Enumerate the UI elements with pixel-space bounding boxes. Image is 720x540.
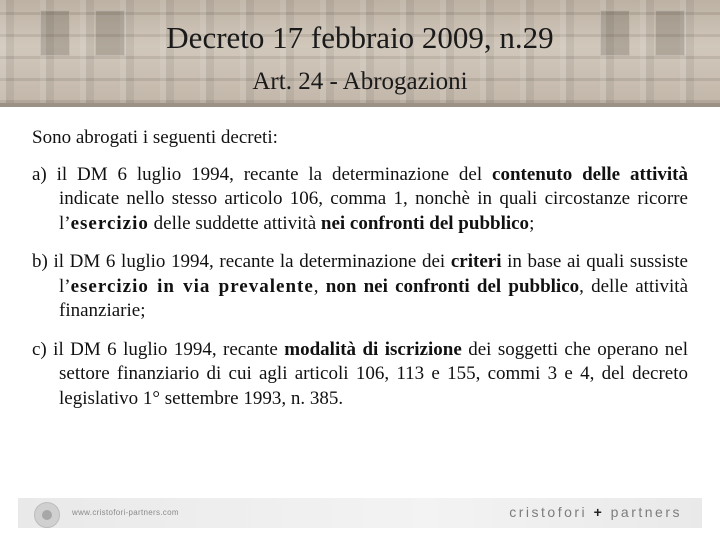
list-item-b	[32, 250, 688, 324]
list-item-c	[32, 338, 688, 412]
bold-text: esercizio	[70, 212, 149, 234]
header-banner	[0, 0, 720, 103]
text: ;	[529, 212, 535, 234]
compass-logo-icon	[34, 502, 60, 528]
text: , delle attività finanziarie;	[59, 275, 688, 321]
text: indicate nello stesso articolo 106, comma 1, nonchè in quali circostanze ricorre l’	[59, 188, 688, 234]
bold-text: contenuto delle attività	[492, 163, 688, 185]
text: c) il DM 6 luglio 1994, recante	[32, 338, 285, 360]
brand-wordmark	[509, 504, 682, 520]
slide-title: Decreto 17 febbraio 2009, n.29	[166, 20, 554, 55]
text: delle suddette attività	[148, 212, 321, 234]
brand-plus: +	[593, 504, 605, 520]
intro-text: Sono abrogati i seguenti decreti:	[32, 127, 278, 148]
slide-body	[32, 126, 688, 425]
bold-text: esercizio in via prevalente	[70, 275, 314, 297]
text: in base ai quali sussiste l’	[59, 251, 688, 297]
brand-right: partners	[610, 504, 682, 520]
website-url: www.cristofori-partners.com	[72, 508, 179, 517]
footer	[0, 496, 720, 540]
text: ,	[313, 275, 326, 297]
slide-subtitle: Art. 24 - Abrogazioni	[252, 68, 468, 95]
text: dei soggetti che operano nel settore finanziario di cui agli articoli 106, 113 e 155, commi 3 e 4, del decreto legislativo 1° settembre 1993, n. 385.	[59, 338, 689, 409]
text: a) il DM 6 luglio 1994, recante la determinazione del	[32, 163, 493, 185]
brand-left: cristofori	[509, 504, 588, 520]
bold-text: criteri	[450, 251, 502, 272]
text: b) il DM 6 luglio 1994, recante la determinazione dei	[32, 251, 451, 272]
header-divider	[0, 103, 720, 107]
bold-text: modalità di iscrizione	[284, 338, 462, 360]
bold-text: non nei confronti del pubblico	[325, 275, 580, 297]
logo-center	[42, 510, 52, 520]
bold-text: nei confronti del pubblico	[320, 212, 530, 234]
list-item-a	[32, 163, 688, 237]
